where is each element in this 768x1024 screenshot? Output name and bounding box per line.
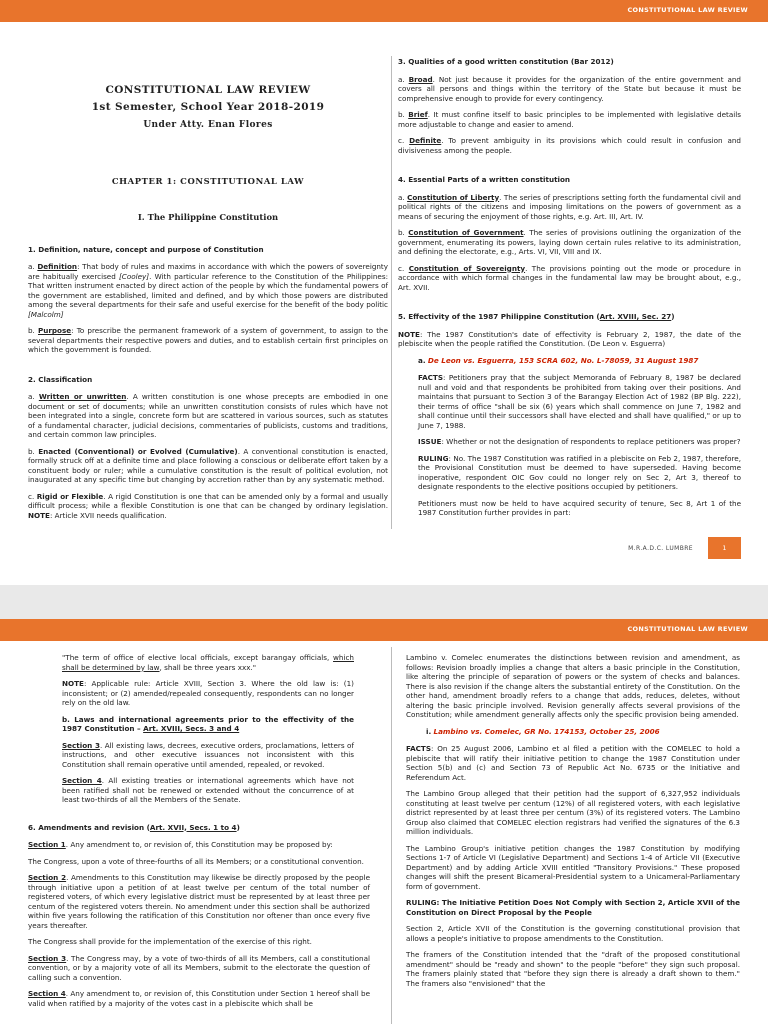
paragraph-enacted: b. Enacted (Conventional) or Evolved (Cumulative). A conventional constitution is enacted, formally struck off at a definite time and place following a conscious or deliberate effort taken by a constituent body or ruler; while a cumulative constitution is the result of political evolution, not inaugurated at any specific time but changing by accretion rather than by any systematic method. xyxy=(28,446,388,485)
heading-classification: 2. Classification xyxy=(28,374,93,384)
paragraph-congress: The Congress, upon a vote of three-fourths of all its Members; or a constitutional convention. xyxy=(28,856,364,866)
paragraph-congress-implementation: The Congress shall provide for the implementation of the exercise of this right. xyxy=(28,937,312,946)
paragraph-note: NOTE: Applicable rule: Article XVIII, Section 3. Where the old law is: (1) inconsistent; or (2) amended/repealed consequently, respondents can no longer rely on the old law. xyxy=(62,679,354,707)
heading-amendments: 6. Amendments and revision (Art. XVII, Secs. 1 to 4) xyxy=(28,822,240,832)
paragraph-section-3: Section 3. All existing laws, decrees, executive orders, proclamations, letters of instructions, and other executive issuances not inconsistent with this Constitution shall remain operative until amended, repealed, or revoked. xyxy=(62,740,354,769)
paragraph-rigid: c. Rigid or Flexible. A rigid Constitution is one that can be amended only by a formal and usually difficult process; while a flexible Constitution is one that can be changed by ordinary legislation. NOTE: Article XVII needs qualification. xyxy=(28,491,388,520)
right-column xyxy=(406,653,740,995)
paragraph-lambino-changes: The Lambino Group's initiative petition changes the 1987 Constitution by modifying Sections 1-7 of Article VI (Legislative Department) and Sections 1-4 of Article VII (Executive Department) and by adding Article XVIII entitled "Transitory Provisions." These proposed changes will shift the present Bicameral-Presidential system to a Unicameral-Parliamentary form of government. xyxy=(406,843,740,891)
paragraph-framers: The framers of the Constitution intended that the "draft of the proposed constitutional amendment" should be "ready and shown" to the people "before" they sign such proposal. The framers plainly stated that "before they sign there is already a draft shown to them." The framers also "envisioned" that the xyxy=(406,950,740,988)
running-header: CONSTITUTIONAL LAW REVIEW xyxy=(627,625,748,633)
paragraph-xvii-section-3: Section 3. The Congress may, by a vote of two-thirds of all its Members, call a constitutional convention, or by a majority vote of all its Members, submit to the electorate the question of calling such a convention. xyxy=(28,953,370,982)
paragraph-government: b. Constitution of Government. The series of provisions outlining the organization of the government, enumerating its powers, laying down certain rules relative to its administration, and defining the electorate, e.g., Arts. VI, VII, VIII and IX. xyxy=(398,228,741,256)
paragraph-xvii-section-2: Section 2. Amendments to this Constitution may likewise be directly proposed by the people through initiative upon a petition of at least twelve per centum of the total number of registered voters, of which every legislative district must be represented by at least three per centum of the registered voters therein. No amendment under this section shall be authorized within five years following the ratification of this Constitution nor oftener than once every five years thereafter. xyxy=(28,873,370,930)
paragraph-section-4: Section 4. All existing treaties or international agreements which have not been ratified shall not be renewed or extended without the concurrence of at least two-thirds of all the Members of the Senate. xyxy=(62,776,354,804)
page-header-bar xyxy=(0,619,768,641)
document-page-2 xyxy=(0,619,768,1024)
heading-essential-parts: 4. Essential Parts of a written constitution xyxy=(398,175,571,184)
paragraph-issue: ISSUE: Whether or not the designation of respondents to replace petitioners was proper? xyxy=(418,437,741,446)
paragraph-xvii-section-1: Section 1. Any amendment to, or revision of, this Constitution may be proposed by: xyxy=(28,840,333,849)
paragraph-purpose: b. Purpose: To prescribe the permanent framework of a system of government, to assign to the several departments their respective powers and duties, and to establish certain first principles on which the government is founded. xyxy=(28,326,388,355)
paragraph-written: a. Written or unwritten. A written constitution is one whose precepts are embodied in one document or set of documents; while an unwritten constitution consists of rules which have not been integrated into a single, concrete form but are scattered in various sources, such as statutes of a fundamental character, judicial decisions, commentaries of publicists, customs and traditions, and certain common law principles. xyxy=(28,392,388,440)
page-header-bar xyxy=(0,0,768,22)
running-header: CONSTITUTIONAL LAW REVIEW xyxy=(627,6,748,14)
paragraph-sovereignty: c. Constitution of Sovereignty. The provisions pointing out the mode or procedure in accordance with which formal changes in the fundamental law may be brought about, e.g., Art. XVII. xyxy=(398,263,741,292)
paragraph-tenure: Petitioners must now be held to have acquired security of tenure, Sec 8, Art 1 of the 1987 Constitution further provides in part: xyxy=(418,498,741,517)
paragraph-brief: b. Brief. It must confine itself to basic principles to be implemented with legislative details more adjustable to change and easier to amend. xyxy=(398,110,741,129)
paragraph-lambino-facts: FACTS: On 25 August 2006, Lambino et al filed a petition with the COMELEC to hold a plebiscite that will ratify their initiative petition to change the 1987 Constitution under Section 5(b) and (c) and Section 73 of Republic Act No. 6735 or the Initiative and Referendum Act. xyxy=(406,744,740,782)
heading-qualities: 3. Qualities of a good written constitution (Bar 2012) xyxy=(398,57,614,66)
column-divider xyxy=(391,647,392,1024)
heading-lambino-ruling: RULING: The Initiative Petition Does Not Comply with Section 2, Article XVII of the Constitution on Direct Proposal by the People xyxy=(406,898,740,917)
paragraph-broad: a. Broad. Not just because it provides for the organization of the entire government and covers all persons and things within the territory of the State but because it must be comprehensive enough to provide for every contingency. xyxy=(398,74,741,103)
heading-prior-laws: b. Laws and international agreements prior to the effectivity of the 1987 Constitution – Art. XVIII, Secs. 3 and 4 xyxy=(62,714,354,733)
document-title-block xyxy=(28,82,388,132)
paragraph-definite: c. Definite. To prevent ambiguity in its provisions which could result in confusion and divisiveness among the people. xyxy=(398,136,741,155)
paragraph-lambino-support: The Lambino Group alleged that their petition had the support of 6,327,952 individuals constituting at least twelve per centum (12%) of all registered voters, with each legislative district represented by at least three per centum (3%) of its registered voters. The Lambino Group also claimed that COMELEC election registrars had verified the signatures of the 6.3 million individuals. xyxy=(406,789,740,836)
footer-author: M.R.A.D.C. LUMBRE xyxy=(628,544,693,552)
paragraph-xvii-section-4: Section 4. Any amendment to, or revision of, this Constitution under Section 1 hereof shall be valid when ratified by a majority of the votes cast in a plebiscite which shall be xyxy=(28,989,370,1008)
section-heading: I. The Philippine Constitution xyxy=(137,211,279,222)
paragraph-lambino-intro: Lambino v. Comelec enumerates the distinctions between revision and amendment, as follows: Revision broadly implies a change that alters a basic principle in the Constitution, like altering the principle of separation of powers or the system of checks and balances. There is also revision if the change alters the substantial entirety of the Constitution. On the other hand, amendment broadly refers to a change that adds, reduces, deletes, without altering the basic principle involved. Revision generally affects several provisions of the Constitution; while amendment generally affects only the specific provision being amended. xyxy=(406,653,740,719)
paragraph-facts: FACTS: Petitioners pray that the subject Memoranda of February 8, 1987 be declared null and void and that respondents be prohibited from taking over their positions. And maintains that pursuant to Section 3 of the Barangay Election Act of 1982 (BP Blg. 222), their terms of office "shall be six (6) years which shall commence on June 7, 1982 and shall continue until their successors shall have elected and shall have qualified," or up to June 7, 1988. xyxy=(418,373,741,430)
page-number: 1 xyxy=(708,537,741,559)
left-column xyxy=(28,653,370,1015)
paragraph-section-2-governing: Section 2, Article XVII of the Constitution is the governing constitutional provision that allows a people's initiative to propose amendments to the Constitution. xyxy=(406,924,740,943)
case-title-lambino: i. Lambino vs. Comelec, GR No. 174153, October 25, 2006 xyxy=(426,726,660,736)
document-title: CONSTITUTIONAL LAW REVIEW xyxy=(105,84,311,96)
chapter-heading: CHAPTER 1: CONSTITUTIONAL LAW xyxy=(111,176,305,187)
case-title-de-leon: a. De Leon vs. Esguerra, 153 SCRA 602, No. L-78059, 31 August 1987 xyxy=(418,355,699,365)
heading-definition: 1. Definition, nature, concept and purpose of Constitution xyxy=(28,244,264,254)
document-instructor: Under Atty. Enan Flores xyxy=(143,119,273,130)
quoted-provision: "The term of office of elective local officials, except barangay officials, which shall be determined by law, shall be three years xxx." xyxy=(62,653,354,672)
paragraph-liberty: a. Constitution of Liberty. The series of prescriptions setting forth the fundamental civil and political rights of the citizens and imposing limitations on the powers of government as a means of securing the enjoyment of those rights, e.g. Art. III, Art. IV. xyxy=(398,192,741,221)
column-divider xyxy=(391,56,392,529)
paragraph-effectivity-note: NOTE: The 1987 Constitution's date of effectivity is February 2, 1987, the date of the plebiscite when the people ratified the Constitution. (De Leon v. Esguerra) xyxy=(398,329,741,348)
heading-effectivity: 5. Effectivity of the 1987 Philippine Constitution (Art. XVIII, Sec. 27) xyxy=(398,312,675,321)
page-footer xyxy=(628,537,741,559)
paragraph-ruling: RULING: No. The 1987 Constitution was ratified in a plebiscite on Feb 2, 1987, therefore, the Provisional Constitution must be deemed to have superseded. Having become inoperative, respondent OIC Gov could no longer rely on Sec 2, Art 3, thereof to designate respondents to the elective positions occupied by petitioners. xyxy=(418,453,741,491)
paragraph-definition: a. Definition: That body of rules and maxims in accordance with which the powers of sovereignty are habitually exercised [Cooley]. With particular reference to the Constitution of the Philippines: That written instrument enacted by direct action of the people by which the fundamental powers of the government are established, limited and defined, and by which those powers are distributed among the several departments for their safe and useful exercise for the benefit of the body politic [Malcolm] xyxy=(28,262,389,319)
left-column xyxy=(28,30,388,527)
right-column xyxy=(398,57,741,525)
document-semester: 1st Semester, School Year 2018-2019 xyxy=(91,101,325,114)
